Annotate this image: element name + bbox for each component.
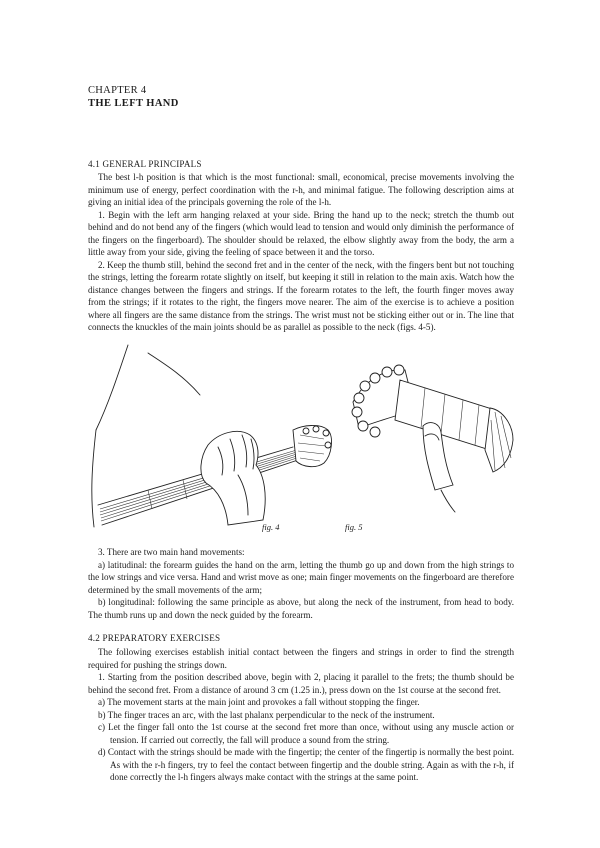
paragraph-exercises-intro: The following exercises establish initial contact between the fingers and strings in order to find the strength required for pushing the strings down. [88,647,514,670]
section-heading-preparatory-exercises: 4.2 PREPARATORY EXERCISES [88,633,221,643]
substep-b: b) The finger traces an arc, with the last phalanx perpendicular to the neck of the instrument. [98,709,435,720]
paragraph-thumb-still: 2. Keep the thumb still, behind the second fret and in the center of the neck, with the fingers bent but not touching the strings, letting the forearm rotate slightly on itself, but keeping it still in relation to the main axis. Watch how the distance changes between the fingers and strings. If the forearm rotates to the left, the fourth finger moves away from the strings; if it rotates to the right, the fingers move nearer. The aim of the exercise is to achieve a position where all fingers are the same distance from the strings. The wrist must not be sticking either out or in. The line that connects the knuckles of the main joints should be as parallel as possible to the neck (figs. 4-5). [88,259,514,332]
movement-longitudinal: b) longitudinal: following the same principle as above, but along the neck of the instrument, from head to body. The thumb runs up and down the neck guided by the forearm. [88,597,514,620]
substep-d: d) Contact with the strings should be made with the fingertip; the center of the fingertip is normally the best point. As with the r-h fingers, try to feel the contact between fingertip and the double string. Again as with the r-h, if done correctly the l-h fingers always make contact with the strings at the same point. [98,747,514,782]
movements-block [88,546,514,621]
paragraph-arm-hanging: 1. Begin with the left arm hanging relaxed at your side. Bring the hand up to the neck; stretch the thumb out behind and do not bend any of the fingers (which would lead to tension and would only diminish the performance of the fingers on the fingerboard). The shoulder should be relaxed, the elbow slightly away from the body, the arm a little away from your side, giving the feeling of space between it and the torso. [88,209,514,257]
paragraph-best-position: The best l-h position is that which is the most functional: small, economical, precise movements involving the minimum use of energy, perfect coordination with the r-h, and minimal fatigue. The following description aims at giving an initial idea of the principals governing the role of the l-h. [88,172,514,207]
movement-latitudinal: a) latitudinal: the forearm guides the hand on the arm, letting the thumb go up and down from the high strings to the low strings and vice versa. Hand and wrist move as one; main finger movements on the fingerboard are therefore determined by the small movements of the arm; [88,559,514,595]
section-heading-general-principals: 4.1 GENERAL PRINCIPALS [88,159,202,169]
movements-intro: 3. There are two main hand movements: [98,547,245,557]
section1-body [88,171,514,334]
figure-4-illustration [88,335,348,535]
figure-5-caption: fig. 5 [345,522,363,532]
figure-5-illustration [345,340,520,515]
paragraph-step-1: 1. Starting from the position described above, begin with 2, placing it parallel to the frets; the thumb should be behind the second fret. From a distance of around 3 cm (1.25 in.), press down on the 1st course at the second fret. [88,672,514,695]
figure-4-caption: fig. 4 [262,522,280,532]
chapter-label: CHAPTER 4 [88,85,147,96]
section2-body [88,646,514,784]
substep-c: c) Let the finger fall onto the 1st course at the second fret more than once, without using any muscle action or tension. If carried out correctly, the fall will produce a sound from the string. [98,722,514,745]
substep-a: a) The movement starts at the main joint and provokes a fall without stopping the finger. [98,697,420,707]
chapter-title: THE LEFT HAND [88,98,179,109]
